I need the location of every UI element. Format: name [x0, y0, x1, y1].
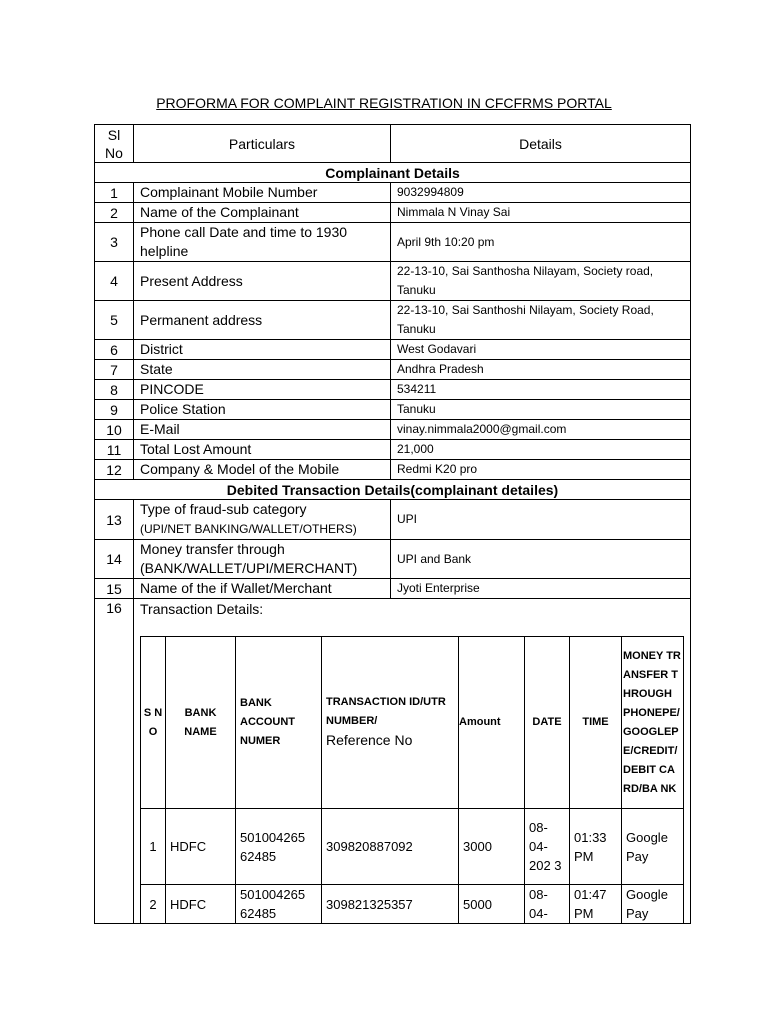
row-particular: E-Mail — [134, 420, 391, 440]
row-detail: vinay.nimmala2000@gmail.com — [391, 420, 691, 440]
row-sl: 16 — [95, 599, 134, 924]
tx-method: Google Pay — [622, 809, 684, 885]
row-sl: 6 — [95, 340, 134, 360]
row-detail: 21,000 — [391, 440, 691, 460]
form-row — [95, 460, 691, 480]
tx-account: 501004265 62485 — [236, 809, 322, 885]
form-row — [95, 440, 691, 460]
row-detail: UPI — [391, 500, 691, 540]
tx-sno: 2 — [141, 885, 166, 924]
row-particular: District — [134, 340, 391, 360]
tx-date: 08- 04- 202 3 — [525, 809, 570, 885]
row-particular: Phone call Date and time to 1930 helpline — [134, 223, 391, 262]
row-sl: 4 — [95, 262, 134, 301]
tx-header-txn-line2: Reference No — [326, 732, 413, 748]
document-title: PROFORMA FOR COMPLAINT REGISTRATION IN CFCFRMS PORTAL — [156, 95, 612, 111]
row-detail: 9032994809 — [391, 183, 691, 203]
form-row — [95, 540, 691, 579]
row-particular-line1: Money transfer through — [140, 541, 285, 557]
row-sl: 14 — [95, 540, 134, 579]
row-particular: Transaction Details: — [140, 601, 264, 617]
transaction-row — [141, 885, 684, 924]
form-row — [95, 340, 691, 360]
row-particular: Name of the Complainant — [134, 203, 391, 223]
tx-txn-id: 309821325357 — [322, 885, 459, 924]
row-particular-line1: Type of fraud-sub category — [140, 501, 307, 517]
row-particular: Permanent address — [134, 301, 391, 340]
row-sl: 2 — [95, 203, 134, 223]
tx-header-account: BANK ACCOUNT NUMER — [236, 637, 322, 809]
row-detail: 22-13-10, Sai Santhosha Nilayam, Society road, Tanuku — [391, 262, 691, 301]
row-detail: 534211 — [391, 380, 691, 400]
tx-sno: 1 — [141, 809, 166, 885]
row-sl: 13 — [95, 500, 134, 540]
form-row — [95, 579, 691, 599]
tx-amount: 5000 — [459, 885, 525, 924]
form-row — [95, 420, 691, 440]
tx-date: 08- 04- — [525, 885, 570, 924]
header-sl-line2: No — [105, 144, 123, 161]
row-detail: 22-13-10, Sai Santhoshi Nilayam, Society Road, Tanuku — [391, 301, 691, 340]
row-detail: April 9th 10:20 pm — [391, 223, 691, 262]
form-row — [95, 360, 691, 380]
tx-header-date: DATE — [525, 637, 570, 809]
row-particular: PINCODE — [134, 380, 391, 400]
row-sl: 1 — [95, 183, 134, 203]
section-complainant-details: Complainant Details — [95, 163, 691, 183]
header-details: Details — [391, 125, 691, 163]
transaction-table — [140, 636, 684, 924]
row-sl: 11 — [95, 440, 134, 460]
row-sl: 9 — [95, 400, 134, 420]
tx-time: 01:33 PM — [570, 809, 622, 885]
row-particular-line2: (UPI/NET BANKING/WALLET/OTHERS) — [140, 522, 357, 536]
tx-bank: HDFC — [166, 809, 236, 885]
header-sl-no — [95, 125, 134, 163]
row-particular: Name of the if Wallet/Merchant — [134, 579, 391, 599]
tx-header-amount: Amount — [459, 637, 525, 809]
row-particular: Police Station — [134, 400, 391, 420]
row-particular — [134, 540, 391, 579]
form-row — [95, 183, 691, 203]
transaction-details-cell — [134, 599, 691, 924]
form-row — [95, 400, 691, 420]
tx-header-time: TIME — [570, 637, 622, 809]
tx-header-txn-line1: TRANSACTION ID/UTR NUMBER/ — [326, 696, 446, 727]
row-detail: Tanuku — [391, 400, 691, 420]
row-sl: 12 — [95, 460, 134, 480]
form-row — [95, 203, 691, 223]
row-particular: Company & Model of the Mobile — [134, 460, 391, 480]
table-header-row — [95, 125, 691, 163]
row-detail: Jyoti Enterprise — [391, 579, 691, 599]
tx-amount: 3000 — [459, 809, 525, 885]
row-sl: 3 — [95, 223, 134, 262]
tx-account: 501004265 62485 — [236, 885, 322, 924]
tx-time: 01:47 PM — [570, 885, 622, 924]
form-row-transactions — [95, 599, 691, 924]
row-sl: 8 — [95, 380, 134, 400]
tx-header-method: MONEY TRANSFER THROUGH PHONEPE/ GOOGLEP E/CREDIT/ DEBIT CARD/BA NK — [622, 637, 684, 809]
row-sl: 5 — [95, 301, 134, 340]
row-particular-line2: (BANK/WALLET/UPI/MERCHANT) — [140, 560, 358, 576]
transaction-row — [141, 809, 684, 885]
row-particular: State — [134, 360, 391, 380]
form-row — [95, 301, 691, 340]
form-row — [95, 262, 691, 301]
transaction-header-row — [141, 637, 684, 809]
tx-method: Google Pay — [622, 885, 684, 924]
tx-header-sno: S N O — [141, 637, 166, 809]
header-sl-line1: Sl — [107, 126, 121, 143]
row-particular: Total Lost Amount — [134, 440, 391, 460]
complaint-form-table — [94, 124, 691, 924]
row-detail: Andhra Pradesh — [391, 360, 691, 380]
form-row — [95, 380, 691, 400]
tx-txn-id: 309820887092 — [322, 809, 459, 885]
header-particulars: Particulars — [134, 125, 391, 163]
row-detail: Redmi K20 pro — [391, 460, 691, 480]
form-row — [95, 500, 691, 540]
row-detail: Nimmala N Vinay Sai — [391, 203, 691, 223]
row-particular — [134, 500, 391, 540]
row-sl: 15 — [95, 579, 134, 599]
tx-header-txn — [322, 637, 459, 809]
row-detail: West Godavari — [391, 340, 691, 360]
row-particular: Present Address — [134, 262, 391, 301]
row-sl: 10 — [95, 420, 134, 440]
tx-header-bank-name: BANK NAME — [166, 637, 236, 809]
tx-bank: HDFC — [166, 885, 236, 924]
section-debited-transaction-details: Debited Transaction Details(complainant detailes) — [95, 480, 691, 500]
row-particular: Complainant Mobile Number — [134, 183, 391, 203]
row-sl: 7 — [95, 360, 134, 380]
row-detail: UPI and Bank — [391, 540, 691, 579]
form-row — [95, 223, 691, 262]
